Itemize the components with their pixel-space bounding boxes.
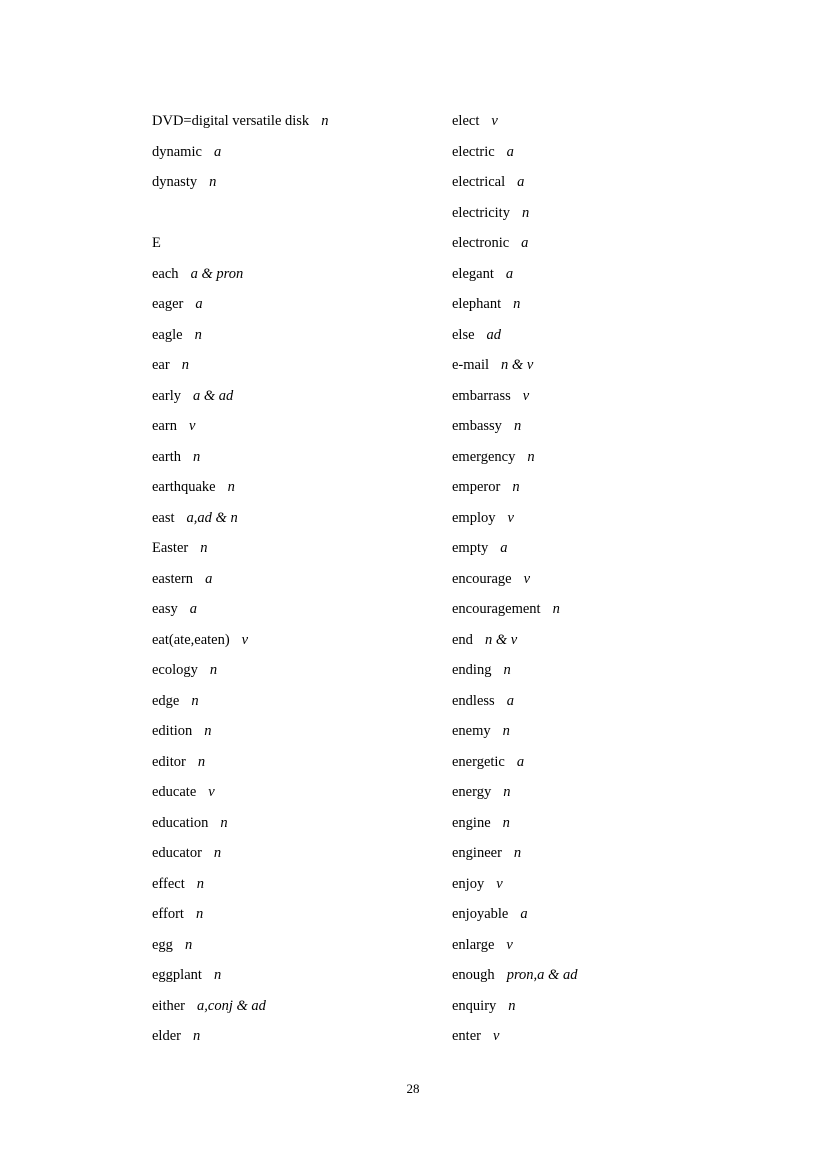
entry-part-of-speech: n <box>196 875 204 892</box>
entry-word: electronic <box>452 235 510 251</box>
entry-part-of-speech: v <box>241 631 249 648</box>
entry-word: elder <box>152 1028 181 1044</box>
vocabulary-entry <box>452 533 692 564</box>
vocabulary-entry <box>452 259 692 290</box>
entry-word: enjoy <box>452 875 485 892</box>
vocabulary-entry <box>452 838 692 869</box>
vocabulary-entry <box>152 686 452 717</box>
vocabulary-entry <box>452 655 692 686</box>
entry-part-of-speech: n <box>227 479 235 495</box>
entry-part-of-speech: n <box>552 601 560 617</box>
entry-part-of-speech: n <box>200 540 208 556</box>
entry-part-of-speech: v <box>507 509 514 526</box>
entry-part-of-speech: v <box>522 387 530 404</box>
entry-word: either <box>152 997 186 1014</box>
vocabulary-entry <box>152 503 452 534</box>
entry-word: electric <box>452 143 495 160</box>
entry-word: earn <box>152 418 177 434</box>
vocabulary-entry <box>452 747 692 778</box>
vocabulary-entry <box>152 442 452 473</box>
vocabulary-entry <box>452 777 692 808</box>
vocabulary-entry <box>452 411 692 442</box>
vocabulary-entry <box>152 472 452 503</box>
entry-word: E <box>152 235 161 251</box>
entry-part-of-speech: n <box>184 936 193 953</box>
entry-part-of-speech: v <box>491 113 498 129</box>
vocabulary-entry <box>452 930 692 961</box>
entry-word: effort <box>152 906 184 922</box>
entry-part-of-speech: n <box>513 845 522 861</box>
left-column <box>152 106 452 1052</box>
entry-part-of-speech: a <box>500 540 508 556</box>
entry-word: effect <box>152 875 185 892</box>
vocabulary-entry <box>452 716 692 747</box>
vocabulary-entry <box>152 625 452 656</box>
entry-part-of-speech: n <box>508 997 516 1014</box>
entry-word: eagle <box>152 326 183 343</box>
vocabulary-entry <box>152 137 452 168</box>
entry-word: emergency <box>452 448 516 465</box>
vocabulary-entry <box>152 716 452 747</box>
vocabulary-entry <box>452 228 692 259</box>
entry-word: else <box>452 326 475 343</box>
entry-part-of-speech: a <box>213 143 222 160</box>
vocabulary-entry <box>152 808 452 839</box>
vocabulary-entry <box>452 1021 692 1052</box>
entry-word: embarrass <box>452 387 511 404</box>
entry-word: DVD=digital versatile disk <box>152 113 310 129</box>
entry-word: empty <box>452 540 489 556</box>
entry-part-of-speech: n <box>512 479 520 495</box>
entry-word: ecology <box>152 662 198 678</box>
vocabulary-entry <box>452 991 692 1022</box>
entry-part-of-speech: n <box>209 174 217 190</box>
section-heading <box>152 228 452 259</box>
entry-word: endless <box>452 692 495 709</box>
entry-word: eggplant <box>152 967 202 983</box>
entry-part-of-speech: a <box>506 692 514 709</box>
vocabulary-entry <box>452 350 692 381</box>
entry-word: edition <box>152 723 193 739</box>
vocabulary-entry <box>452 594 692 625</box>
vocabulary-entry <box>152 777 452 808</box>
vocabulary-entry <box>452 960 692 991</box>
entry-part-of-speech: a & ad <box>192 387 234 404</box>
entry-word: eat(ate,eaten) <box>152 631 230 648</box>
entry-word: energy <box>452 784 492 800</box>
entry-part-of-speech: a,ad & n <box>186 509 238 526</box>
vocabulary-entry <box>452 472 692 503</box>
vocabulary-entry <box>152 564 452 595</box>
entry-word: early <box>152 387 181 404</box>
vocabulary-entry <box>152 533 452 564</box>
vocabulary-entry <box>452 503 692 534</box>
entry-part-of-speech: a <box>205 570 213 587</box>
vocabulary-entry <box>452 106 692 137</box>
entry-word: engineer <box>452 845 502 861</box>
vocabulary-entry <box>452 137 692 168</box>
vocabulary-entry <box>452 381 692 412</box>
entry-word: dynasty <box>152 174 198 190</box>
entry-word: engine <box>452 814 491 831</box>
entry-part-of-speech: n & v <box>501 357 534 373</box>
vocabulary-entry <box>452 198 692 229</box>
entry-word: educator <box>152 845 202 861</box>
entry-word: electrical <box>452 174 506 190</box>
entry-part-of-speech: n <box>220 814 228 831</box>
entry-part-of-speech: a,conj & ad <box>197 997 266 1014</box>
vocabulary-columns <box>152 106 692 1052</box>
vocabulary-entry <box>452 869 692 900</box>
entry-word: end <box>452 631 473 648</box>
entry-part-of-speech: n <box>197 753 206 770</box>
entry-part-of-speech: n <box>513 418 522 434</box>
vocabulary-entry <box>152 320 452 351</box>
entry-word: encouragement <box>452 601 541 617</box>
entry-part-of-speech: n <box>213 967 222 983</box>
entry-part-of-speech: v <box>208 784 215 800</box>
entry-part-of-speech: a <box>195 296 203 312</box>
vocabulary-entry <box>152 106 452 137</box>
entry-word: ear <box>152 357 170 373</box>
entry-word: enemy <box>452 723 491 739</box>
entry-word: electricity <box>452 204 510 221</box>
entry-part-of-speech: v <box>496 875 503 892</box>
entry-part-of-speech: n <box>191 692 199 709</box>
entry-word: earth <box>152 448 181 465</box>
vocabulary-entry <box>152 381 452 412</box>
entry-word: emperor <box>452 479 501 495</box>
entry-part-of-speech: n <box>527 448 535 465</box>
vocabulary-entry <box>152 289 452 320</box>
entry-part-of-speech: n <box>192 1028 201 1044</box>
vocabulary-entry <box>152 960 452 991</box>
vocabulary-entry <box>152 838 452 869</box>
entry-part-of-speech: n <box>204 723 212 739</box>
entry-word: each <box>152 265 179 282</box>
spacer-row <box>152 198 452 229</box>
entry-word: eager <box>152 296 184 312</box>
entry-word: elect <box>452 113 480 129</box>
vocabulary-entry <box>452 808 692 839</box>
entry-part-of-speech: a <box>516 753 525 770</box>
entry-part-of-speech: a <box>189 601 198 617</box>
entry-part-of-speech: n <box>321 113 329 129</box>
entry-part-of-speech: a <box>517 174 525 190</box>
entry-part-of-speech: n <box>209 662 218 678</box>
entry-word: enjoyable <box>452 906 509 922</box>
entry-word: educate <box>152 784 197 800</box>
entry-word: editor <box>152 753 186 770</box>
entry-word: employ <box>452 509 496 526</box>
vocabulary-entry <box>452 899 692 930</box>
entry-part-of-speech: n <box>503 662 511 678</box>
entry-word: easy <box>152 601 178 617</box>
vocabulary-entry <box>152 167 452 198</box>
entry-word: ending <box>452 662 492 678</box>
entry-part-of-speech: n <box>502 723 510 739</box>
entry-part-of-speech: n <box>181 357 189 373</box>
entry-part-of-speech: a <box>521 235 529 251</box>
entry-part-of-speech: pron,a & ad <box>506 967 578 983</box>
entry-part-of-speech: n <box>213 845 222 861</box>
entry-part-of-speech: n <box>521 204 530 221</box>
vocabulary-entry <box>152 350 452 381</box>
vocabulary-entry <box>452 625 692 656</box>
vocabulary-entry <box>152 411 452 442</box>
vocabulary-entry <box>152 655 452 686</box>
entry-word: elegant <box>452 265 494 282</box>
entry-part-of-speech: a <box>506 143 514 160</box>
entry-word: energetic <box>452 753 505 770</box>
entry-word: egg <box>152 936 173 953</box>
vocabulary-entry <box>452 289 692 320</box>
entry-part-of-speech: n & v <box>484 631 518 648</box>
entry-word: enough <box>452 967 495 983</box>
vocabulary-entry <box>152 747 452 778</box>
entry-part-of-speech: a <box>520 906 528 922</box>
entry-word: encourage <box>452 570 512 587</box>
entry-word: education <box>152 814 209 831</box>
vocabulary-entry <box>152 259 452 290</box>
entry-word: eastern <box>152 570 194 587</box>
entry-part-of-speech: n <box>502 814 510 831</box>
entry-part-of-speech: v <box>188 418 196 434</box>
entry-word: east <box>152 509 175 526</box>
entry-word: e-mail <box>452 357 490 373</box>
entry-part-of-speech: n <box>503 784 511 800</box>
vocabulary-entry <box>452 564 692 595</box>
entry-word: enquiry <box>452 997 497 1014</box>
vocabulary-entry <box>152 991 452 1022</box>
entry-word: enlarge <box>452 936 495 953</box>
entry-word: earthquake <box>152 479 216 495</box>
vocabulary-entry <box>152 930 452 961</box>
page-number: 28 <box>406 1081 420 1096</box>
vocabulary-entry <box>452 442 692 473</box>
entry-part-of-speech: v <box>523 570 531 587</box>
vocabulary-entry <box>452 320 692 351</box>
vocabulary-entry <box>152 899 452 930</box>
entry-word: elephant <box>452 296 502 312</box>
entry-part-of-speech: n <box>195 906 204 922</box>
entry-word: embassy <box>452 418 502 434</box>
entry-part-of-speech: v <box>506 936 513 953</box>
entry-part-of-speech: ad <box>486 326 502 343</box>
vocabulary-entry <box>452 167 692 198</box>
entry-part-of-speech: n <box>513 296 521 312</box>
entry-word: edge <box>152 692 180 709</box>
entry-part-of-speech: n <box>192 448 201 465</box>
entry-part-of-speech: a <box>505 265 514 282</box>
entry-part-of-speech: v <box>492 1028 500 1044</box>
entry-part-of-speech: a & pron <box>190 265 244 282</box>
right-column <box>452 106 692 1052</box>
vocabulary-entry <box>152 869 452 900</box>
vocabulary-entry <box>152 1021 452 1052</box>
entry-word: enter <box>452 1028 481 1044</box>
vocabulary-entry <box>452 686 692 717</box>
entry-word: dynamic <box>152 143 202 160</box>
entry-word: Easter <box>152 540 189 556</box>
vocabulary-entry <box>152 594 452 625</box>
entry-part-of-speech: n <box>194 326 202 343</box>
